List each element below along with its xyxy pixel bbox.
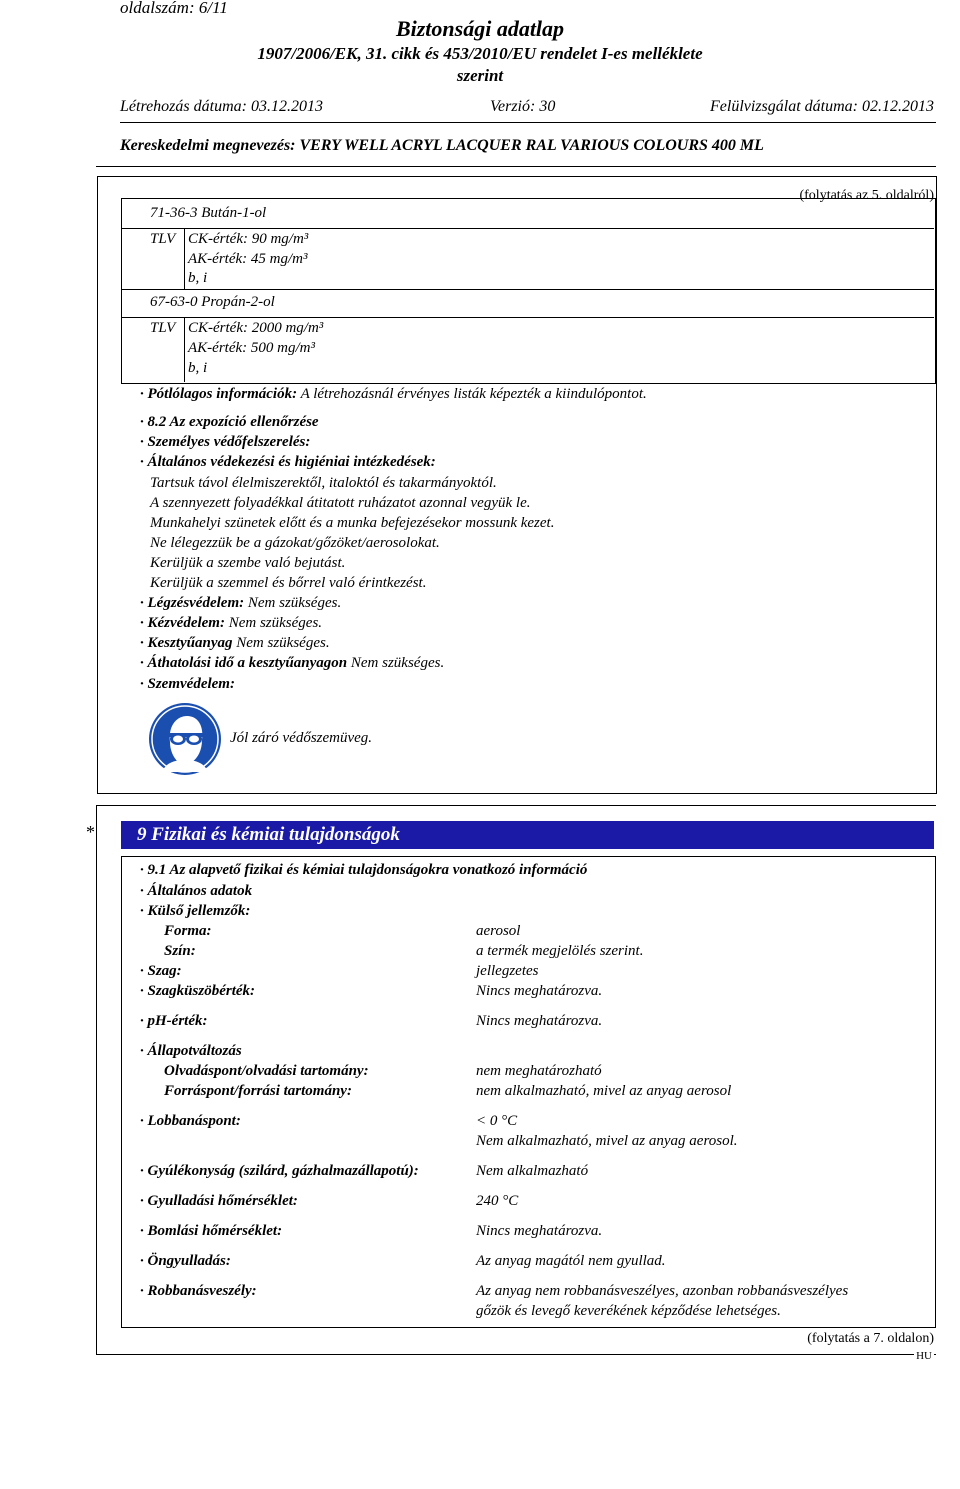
measure-line: Munkahelyi szünetek előtt és a munka befejezésekor mossunk kezet. — [150, 515, 555, 531]
section9-top-divider — [96, 805, 936, 806]
continued-from: (folytatás az 5. oldalról) — [799, 188, 934, 203]
section82-title: · 8.2 Az expozíció ellenőrzése — [140, 414, 319, 430]
prop-label: · pH-érték: — [140, 1013, 208, 1029]
section9-left-border — [96, 806, 97, 1354]
prop-label: · Állapotváltozás — [140, 1043, 242, 1059]
version: Verzió: 30 — [490, 98, 556, 115]
substance-name: 67-63-0 Propán-2-ol — [150, 294, 275, 310]
prop-label: · Szagküszöbérték: — [140, 983, 256, 999]
hand-protection: · Kézvédelem: Nem szükséges. — [140, 615, 323, 631]
prop-value: 240 °C — [476, 1193, 519, 1209]
prop-label: · Lobbanáspont: — [140, 1113, 241, 1129]
change-marker: * — [86, 822, 95, 842]
table-divider — [122, 289, 934, 290]
prop-value: Nincs meghatározva. — [476, 1223, 603, 1239]
prop-label: · Szag: — [140, 963, 182, 979]
prop-label: Forma: — [164, 923, 212, 939]
prop-value: Nincs meghatározva. — [476, 1013, 603, 1029]
eye-protection: · Szemvédelem: — [140, 676, 235, 692]
ppe-heading: · Személyes védőfelszerelés: — [140, 434, 311, 450]
prop-value: Nincs meghatározva. — [476, 983, 603, 999]
limit-value: CK-érték: 2000 mg/m³ — [188, 320, 324, 336]
prop-value: gőzök és levegő keverékének képződése lehetséges. — [476, 1303, 781, 1319]
general-measures-heading: · Általános védekezési és higiéniai intézkedések: — [140, 454, 436, 470]
prop-label: · Öngyulladás: — [140, 1253, 231, 1269]
glove-penetration-time: · Áthatolási idő a kesztyűanyagon Nem szükséges. — [140, 655, 445, 671]
table-divider — [122, 317, 934, 318]
created-date: Létrehozás dátuma: 03.12.2013 — [120, 98, 323, 115]
measure-line: Kerüljük a szembe való bejutást. — [150, 555, 346, 571]
prop-label: · Bomlási hőmérséklet: — [140, 1223, 283, 1239]
document-title: Biztonsági adatlap — [395, 16, 565, 41]
limit-value: AK-érték: 500 mg/m³ — [188, 340, 315, 356]
language-code: HU — [916, 1350, 932, 1362]
prop-label: · Gyulladási hőmérséklet: — [140, 1193, 298, 1209]
measure-line: Ne lélegezzük be a gázokat/gőzöket/aerosolokat. — [150, 535, 440, 551]
limit-notes: b, i — [188, 360, 208, 376]
measure-line: Tartsuk távol élelmiszerektől, italoktól és takarmányoktól. — [150, 475, 497, 491]
prop-value: nem meghatározható — [476, 1063, 602, 1079]
prop-label: Szín: — [164, 943, 196, 959]
goggles-icon — [148, 702, 222, 776]
footer-divider — [96, 1354, 936, 1355]
section91-subtitle: · 9.1 Az alapvető fizikai és kémiai tulajdonságokra vonatkozó információ — [140, 862, 588, 878]
prop-label: Forráspont/forrási tartomány: — [164, 1083, 352, 1099]
tlv-label: TLV — [150, 320, 176, 336]
prop-value: jellegzetes — [476, 963, 539, 979]
glove-material: · Kesztyűanyag Nem szükséges. — [140, 635, 330, 651]
substance-name: 71-36-3 Bután-1-ol — [150, 205, 267, 221]
measure-line: Kerüljük a szemmel és bőrrel való érintkezést. — [150, 575, 427, 591]
prop-value: nem alkalmazható, mivel az anyag aerosol — [476, 1083, 732, 1099]
prop-value: aerosol — [476, 923, 521, 939]
respiratory-protection: · Légzésvédelem: Nem szükséges. — [140, 595, 342, 611]
tlv-label: TLV — [150, 231, 176, 247]
prop-value: Az anyag nem robbanásveszélyes, azonban robbanásveszélyes — [476, 1283, 849, 1299]
table-vline — [184, 229, 185, 289]
prop-label: Olvadáspont/olvadási tartomány: — [164, 1063, 369, 1079]
prop-value: Nem alkalmazható — [476, 1163, 589, 1179]
section9-title-bar: 9 Fizikai és kémiai tulajdonságok — [121, 821, 934, 849]
limit-value: CK-érték: 90 mg/m³ — [188, 231, 309, 247]
table-divider — [122, 228, 934, 229]
regulation-line-2: szerint — [456, 66, 504, 85]
header-divider — [120, 122, 936, 123]
continued-to: (folytatás a 7. oldalon) — [807, 1331, 934, 1346]
prop-value: a termék megjelölés szerint. — [476, 943, 644, 959]
prop-value: Nem alkalmazható, mivel az anyag aerosol. — [476, 1133, 738, 1149]
page-number: oldalszám: 6/11 — [120, 0, 228, 17]
measure-line: A szennyezett folyadékkal átitatott ruházatot azonnal vegyük le. — [150, 495, 531, 511]
prop-label: · Gyúlékonyság (szilárd, gázhalmazállapotú): — [140, 1163, 419, 1179]
additional-info-value: A létrehozásnál érvényes listák képezték a kiindulópontot. — [297, 386, 647, 402]
revised-date: Felülvizsgálat dátuma: 02.12.2013 — [710, 98, 934, 115]
trade-name: Kereskedelmi megnevezés: VERY WELL ACRYL LACQUER RAL VARIOUS COLOURS 400 ML — [120, 137, 764, 154]
regulation-line: 1907/2006/EK, 31. cikk és 453/2010/EU rendelet I-es melléklete — [257, 44, 703, 63]
limit-value: AK-érték: 45 mg/m³ — [188, 251, 308, 267]
limit-notes: b, i — [188, 270, 208, 286]
table-vline — [184, 318, 185, 382]
general-data-heading: · Általános adatok — [140, 883, 253, 899]
prop-value: Az anyag magától nem gyullad. — [476, 1253, 666, 1269]
additional-info — [140, 386, 647, 403]
prop-value: < 0 °C — [476, 1113, 518, 1129]
goggles-text: Jól záró védőszemüveg. — [230, 730, 373, 746]
trade-divider — [96, 166, 936, 167]
external-heading: · Külső jellemzők: — [140, 903, 251, 919]
prop-label: · Robbanásveszély: — [140, 1283, 257, 1299]
additional-info-label: · Pótlólagos információk: — [140, 386, 298, 402]
